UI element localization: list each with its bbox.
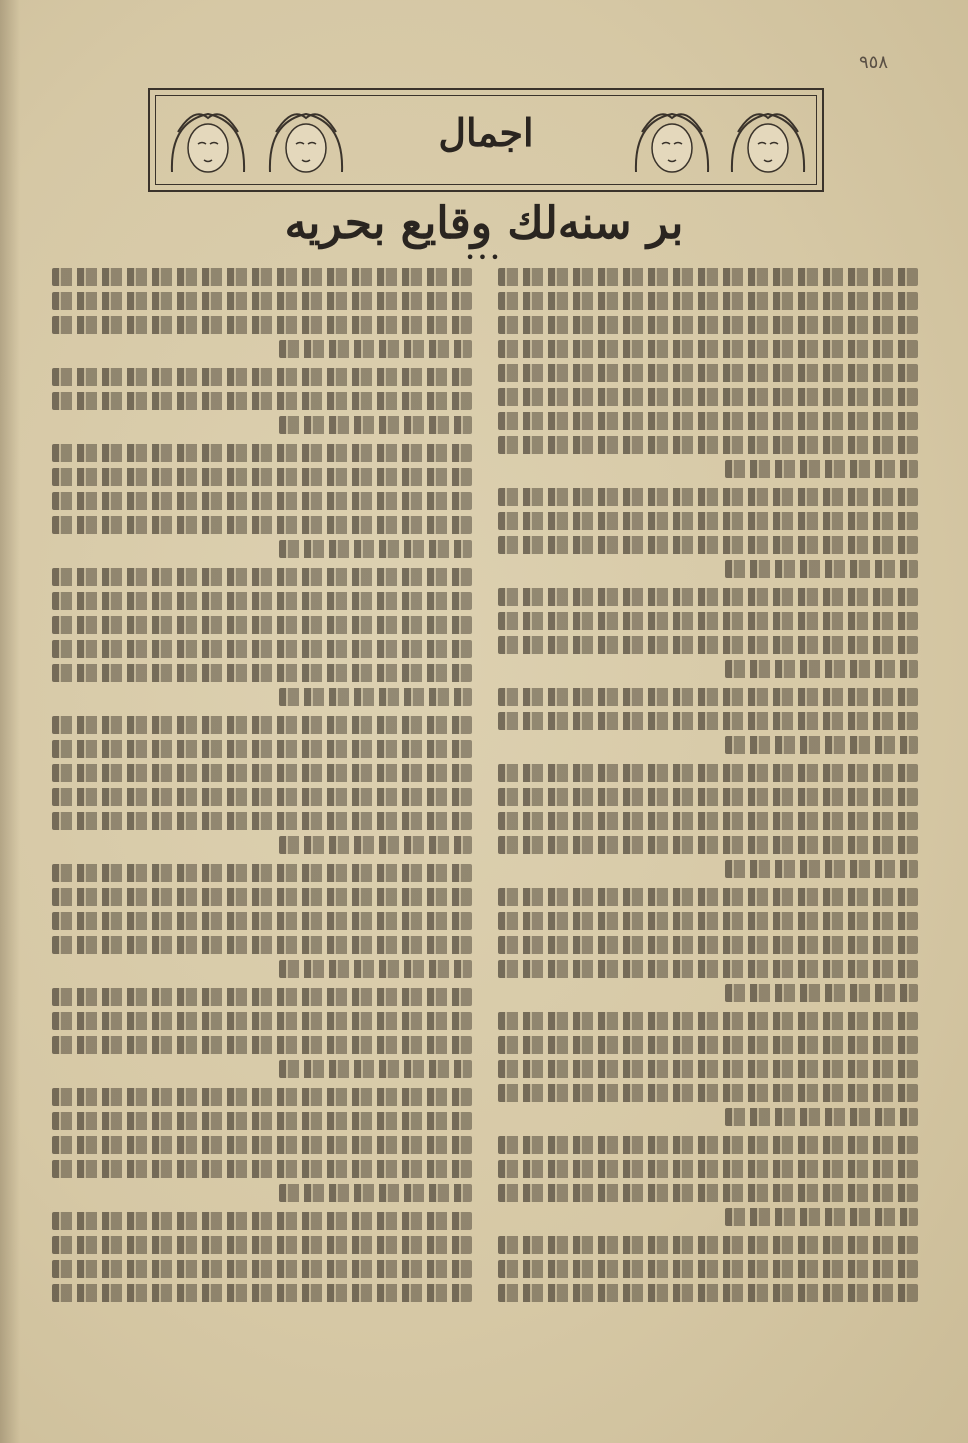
title-ornament: •••	[465, 248, 503, 267]
illegible-text-line	[498, 888, 918, 906]
illegible-text-line	[498, 536, 918, 554]
illegible-text-line	[52, 1012, 472, 1030]
illegible-text-line	[498, 712, 918, 730]
illegible-text-line	[52, 444, 472, 462]
illegible-text-line	[498, 612, 918, 630]
illegible-text-line	[498, 512, 918, 530]
illegible-text-line	[725, 984, 918, 1002]
illegible-text-line	[52, 936, 472, 954]
illegible-text-line	[725, 560, 918, 578]
illegible-text-line	[279, 1184, 472, 1202]
illegible-text-line	[498, 436, 918, 454]
illegible-text-line	[52, 912, 472, 930]
illegible-text-line	[498, 836, 918, 854]
illegible-text-line	[52, 664, 472, 682]
illegible-text-line	[52, 568, 472, 586]
illegible-text-line	[498, 688, 918, 706]
illegible-text-line	[52, 888, 472, 906]
ornamental-face-icon	[164, 102, 252, 182]
illegible-text-line	[498, 292, 918, 310]
illegible-text-line	[498, 788, 918, 806]
illegible-text-line	[52, 268, 472, 286]
illegible-text-line	[498, 812, 918, 830]
illegible-text-line	[52, 764, 472, 782]
illegible-text-line	[498, 1012, 918, 1030]
illegible-text-line	[498, 364, 918, 382]
illegible-text-line	[725, 1208, 918, 1226]
text-column-left	[52, 268, 472, 1358]
illegible-text-line	[498, 936, 918, 954]
illegible-text-line	[52, 716, 472, 734]
illegible-text-line	[52, 740, 472, 758]
page-number: ٩٥٨	[858, 52, 888, 73]
illegible-text-line	[52, 1160, 472, 1178]
illegible-text-line	[498, 316, 918, 334]
illegible-text-line	[498, 1160, 918, 1178]
illegible-text-line	[279, 688, 472, 706]
illegible-text-line	[52, 468, 472, 486]
illegible-text-line	[725, 860, 918, 878]
ornamental-face-icon	[724, 102, 812, 182]
illegible-text-line	[498, 912, 918, 930]
illegible-text-line	[498, 636, 918, 654]
illegible-text-line	[52, 368, 472, 386]
illegible-text-line	[52, 592, 472, 610]
illegible-text-line	[52, 1036, 472, 1054]
illegible-text-line	[279, 540, 472, 558]
illegible-text-line	[52, 1112, 472, 1130]
illegible-text-line	[52, 492, 472, 510]
illegible-text-line	[52, 1088, 472, 1106]
illegible-text-line	[498, 1284, 918, 1302]
illegible-text-line	[52, 1136, 472, 1154]
illegible-text-line	[725, 736, 918, 754]
illegible-text-line	[498, 1260, 918, 1278]
illegible-text-line	[498, 1084, 918, 1102]
illegible-text-line	[498, 1036, 918, 1054]
section-title: اجمال	[438, 110, 534, 155]
illegible-text-line	[52, 788, 472, 806]
illegible-text-line	[498, 340, 918, 358]
illegible-text-line	[279, 340, 472, 358]
illegible-text-line	[279, 960, 472, 978]
illegible-text-line	[498, 960, 918, 978]
illegible-text-line	[279, 836, 472, 854]
illegible-text-line	[52, 516, 472, 534]
illegible-text-line	[279, 1060, 472, 1078]
article-title: بر سنه‌لك وقايع بحريه	[284, 198, 684, 249]
illegible-text-line	[498, 588, 918, 606]
illegible-text-line	[52, 392, 472, 410]
ornamental-face-icon	[262, 102, 350, 182]
illegible-text-line	[725, 460, 918, 478]
ornamental-face-icon	[628, 102, 716, 182]
illegible-text-line	[498, 268, 918, 286]
illegible-text-line	[279, 416, 472, 434]
illegible-text-line	[52, 1260, 472, 1278]
illegible-text-line	[52, 812, 472, 830]
illegible-text-line	[725, 1108, 918, 1126]
illegible-text-line	[725, 660, 918, 678]
illegible-text-line	[498, 1236, 918, 1254]
ornamental-header-band	[148, 88, 824, 192]
illegible-text-line	[52, 292, 472, 310]
illegible-text-line	[498, 488, 918, 506]
illegible-text-line	[52, 1236, 472, 1254]
illegible-text-line	[498, 1136, 918, 1154]
illegible-text-line	[498, 764, 918, 782]
illegible-text-line	[52, 864, 472, 882]
illegible-text-line	[498, 1184, 918, 1202]
illegible-text-line	[52, 1284, 472, 1302]
illegible-text-line	[52, 616, 472, 634]
illegible-text-line	[52, 1212, 472, 1230]
text-column-right	[498, 268, 918, 1358]
illegible-text-line	[52, 640, 472, 658]
illegible-text-line	[52, 316, 472, 334]
illegible-text-line	[498, 412, 918, 430]
illegible-text-line	[498, 388, 918, 406]
illegible-text-line	[52, 988, 472, 1006]
illegible-text-line	[498, 1060, 918, 1078]
